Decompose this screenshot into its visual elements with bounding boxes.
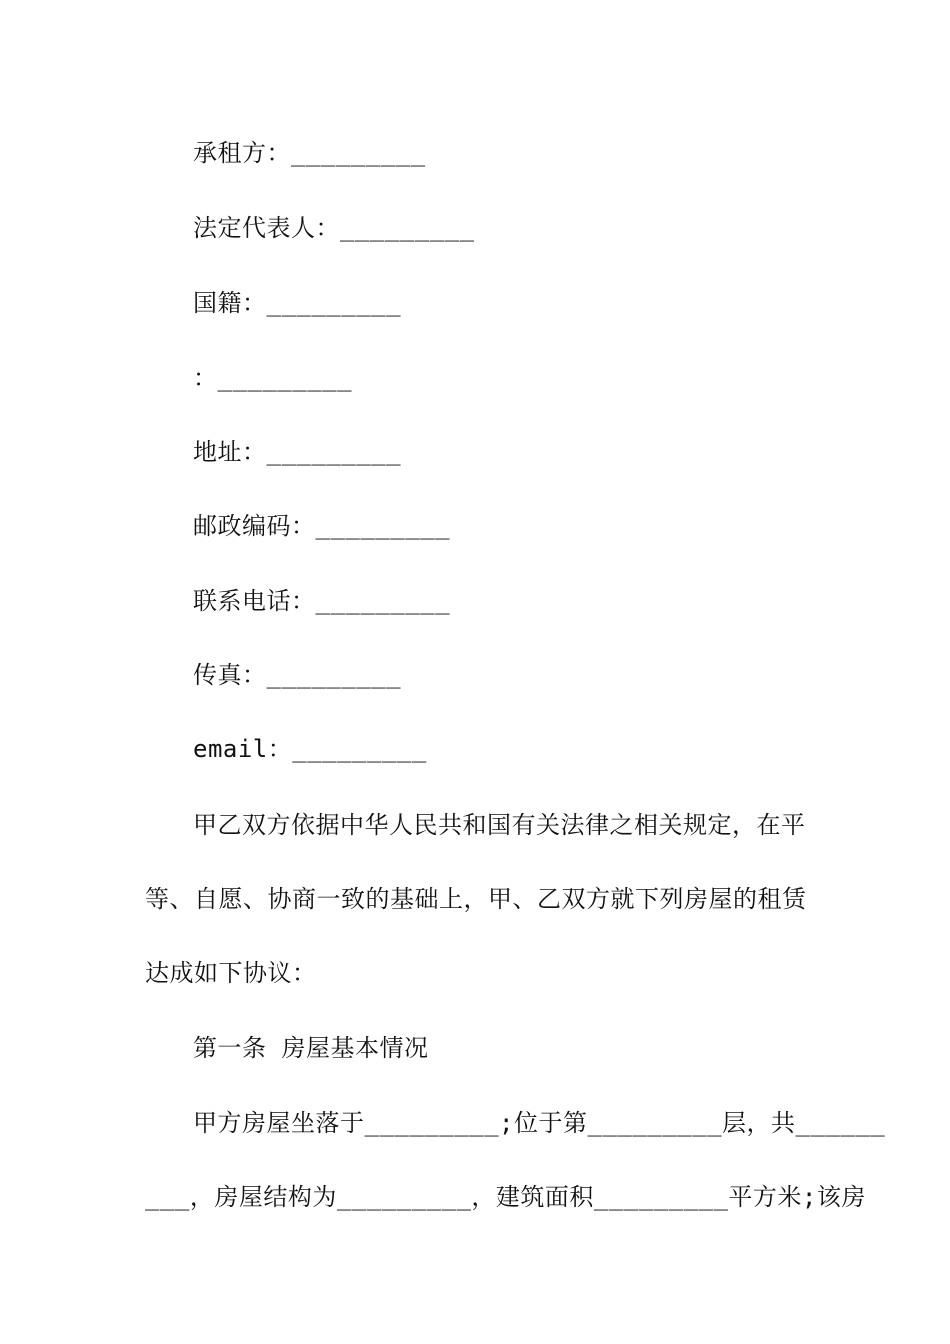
field-blank: _________ — [266, 661, 402, 689]
field-blank: _________ — [292, 735, 427, 763]
field-blank: _________ — [291, 139, 426, 167]
field-blank: _________ — [315, 512, 451, 540]
field-label: 传真： — [193, 661, 267, 689]
preamble-line-1: 甲乙双方依据中华人民共和国有关法律之相关规定，在平 — [193, 811, 806, 839]
field-lessee — [193, 138, 426, 168]
field-blank: _________ — [266, 438, 402, 466]
preamble-line-3: 达成如下协议： — [145, 959, 317, 987]
field-email — [193, 734, 427, 764]
field-label: 邮政编码： — [193, 512, 316, 540]
field-label: ： — [193, 364, 218, 392]
field-label: 承租方： — [193, 139, 291, 167]
field-blank: _________ — [217, 364, 353, 392]
preamble-line-2: 等、自愿、协商一致的基础上，甲、乙双方就下列房屋的租赁 — [145, 885, 807, 913]
field-label: 地址： — [193, 438, 267, 466]
field-address — [193, 437, 401, 467]
field-label: 法定代表人： — [193, 214, 340, 242]
field-label: 国籍： — [193, 289, 267, 317]
field-fax — [193, 660, 401, 690]
article-1-heading: 第一条 房屋基本情况 — [193, 1034, 429, 1062]
field-legal-representative — [193, 213, 475, 243]
field-blank: _________ — [315, 587, 451, 615]
field-postal-code — [193, 511, 450, 541]
field-label: email： — [193, 735, 293, 763]
field-label: 联系电话： — [193, 587, 316, 615]
field-nationality — [193, 288, 401, 318]
field-blank: _________ — [340, 214, 475, 242]
article-1-line-2: ___，房屋结构为_________，建筑面积_________平方米;该房 — [145, 1183, 866, 1211]
field-phone — [193, 586, 450, 616]
field-blank: _________ — [266, 289, 402, 317]
field-unnamed — [193, 363, 352, 393]
article-1-line-1: 甲方房屋坐落于_________;位于第_________层，共______ — [193, 1109, 886, 1137]
